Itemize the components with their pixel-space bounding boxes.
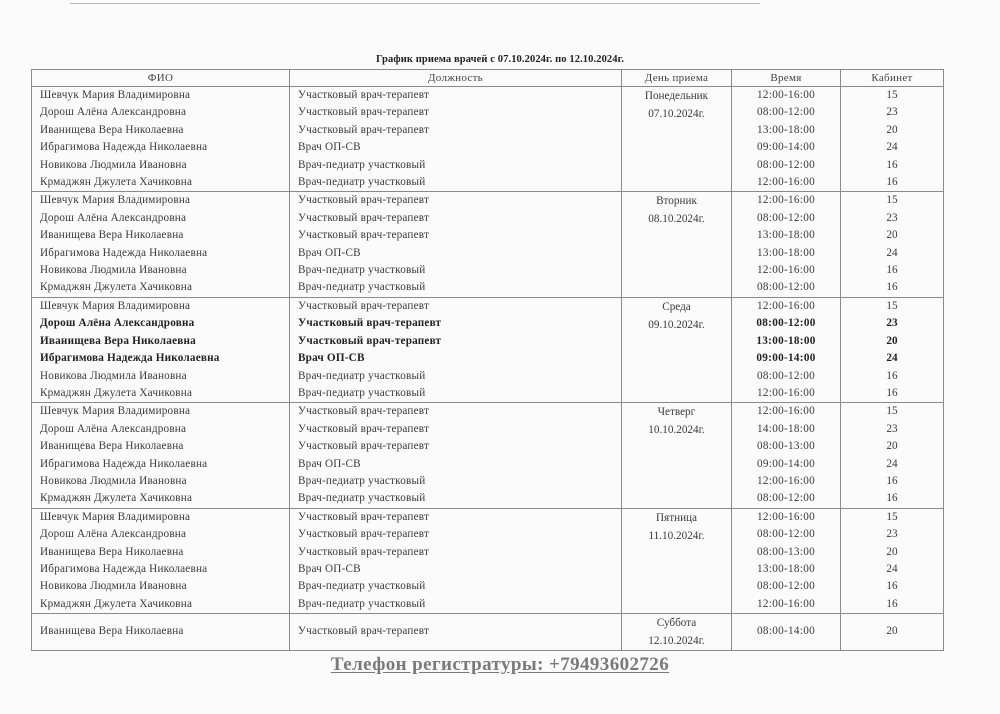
cell-room: 16 <box>841 262 944 279</box>
cell-position: Врач ОП-СВ <box>290 561 622 578</box>
cell-time: 08:00-12:00 <box>732 157 841 174</box>
cell-room: 20 <box>841 122 944 139</box>
header-position: Должность <box>290 70 622 87</box>
table-row <box>32 279 944 297</box>
cell-room: 20 <box>841 227 944 244</box>
table-row <box>32 157 944 174</box>
header-row <box>32 70 944 87</box>
table-row <box>32 315 944 332</box>
cell-time: 12:00-16:00 <box>732 403 841 421</box>
cell-doctor-name: Иванищева Вера Николаевна <box>32 544 290 561</box>
cell-doctor-name: Дорош Алёна Александровна <box>32 104 290 121</box>
cell-position: Участковый врач-терапевт <box>290 508 622 526</box>
cell-time: 13:00-18:00 <box>732 561 841 578</box>
cell-position: Участковый врач-терапевт <box>290 421 622 438</box>
cell-position: Врач-педиатр участковый <box>290 262 622 279</box>
table-row <box>32 614 944 651</box>
cell-doctor-name: Шевчук Мария Владимировна <box>32 87 290 105</box>
cell-time: 12:00-16:00 <box>732 596 841 614</box>
cell-doctor-name: Крмаджян Джулета Хачиковна <box>32 596 290 614</box>
header-time: Время <box>732 70 841 87</box>
cell-position: Участковый врач-терапевт <box>290 122 622 139</box>
cell-position: Участковый врач-терапевт <box>290 403 622 421</box>
cell-room: 15 <box>841 192 944 210</box>
cell-room: 24 <box>841 139 944 156</box>
day-date: 08.10.2024г. <box>648 213 705 226</box>
cell-room: 20 <box>841 438 944 455</box>
cell-position: Участковый врач-терапевт <box>290 333 622 350</box>
cell-room: 20 <box>841 544 944 561</box>
scan-top-rule <box>70 3 760 4</box>
cell-position: Врач ОП-СВ <box>290 350 622 367</box>
cell-time: 08:00-13:00 <box>732 544 841 561</box>
cell-time: 12:00-16:00 <box>732 297 841 315</box>
cell-doctor-name: Иванищева Вера Николаевна <box>32 122 290 139</box>
registry-phone: Телефон регистратуры: +79493602726 <box>330 654 670 675</box>
cell-time: 13:00-18:00 <box>732 122 841 139</box>
cell-time: 13:00-18:00 <box>732 245 841 262</box>
cell-time: 08:00-12:00 <box>732 490 841 508</box>
cell-room: 20 <box>841 614 944 651</box>
table-row <box>32 578 944 595</box>
table-row <box>32 210 944 227</box>
day-date: 09.10.2024г. <box>648 318 705 331</box>
header-room: Кабинет <box>841 70 944 87</box>
day-name: Среда <box>662 300 691 313</box>
header-day: День приема <box>622 70 732 87</box>
table-row <box>32 368 944 385</box>
cell-position: Врач-педиатр участковый <box>290 578 622 595</box>
cell-doctor-name: Ибрагимова Надежда Николаевна <box>32 245 290 262</box>
cell-position: Врач-педиатр участковый <box>290 174 622 192</box>
cell-room: 15 <box>841 297 944 315</box>
cell-room: 15 <box>841 87 944 105</box>
cell-time: 09:00-14:00 <box>732 139 841 156</box>
cell-room: 24 <box>841 350 944 367</box>
cell-time: 14:00-18:00 <box>732 421 841 438</box>
cell-room: 16 <box>841 596 944 614</box>
day-date: 11.10.2024г. <box>648 529 705 542</box>
table-row <box>32 104 944 121</box>
table-row <box>32 508 944 526</box>
cell-room: 24 <box>841 456 944 473</box>
cell-room: 24 <box>841 561 944 578</box>
cell-room: 16 <box>841 174 944 192</box>
cell-doctor-name: Ибрагимова Надежда Николаевна <box>32 350 290 367</box>
cell-doctor-name: Дорош Алёна Александровна <box>32 210 290 227</box>
cell-time: 12:00-16:00 <box>732 473 841 490</box>
cell-doctor-name: Дорош Алёна Александровна <box>32 315 290 332</box>
cell-position: Участковый врач-терапевт <box>290 544 622 561</box>
table-row <box>32 561 944 578</box>
cell-room: 15 <box>841 403 944 421</box>
cell-doctor-name: Иванищева Вера Николаевна <box>32 333 290 350</box>
cell-reception-day <box>622 87 732 192</box>
cell-room: 16 <box>841 279 944 297</box>
table-row <box>32 227 944 244</box>
table-row <box>32 297 944 315</box>
cell-position: Врач-педиатр участковый <box>290 279 622 297</box>
table-row <box>32 385 944 403</box>
cell-time: 12:00-16:00 <box>732 87 841 105</box>
cell-time: 08:00-12:00 <box>732 315 841 332</box>
table-row <box>32 403 944 421</box>
cell-position: Участковый врач-терапевт <box>290 104 622 121</box>
cell-doctor-name: Крмаджян Джулета Хачиковна <box>32 385 290 403</box>
cell-position: Врач-педиатр участковый <box>290 490 622 508</box>
cell-position: Врач-педиатр участковый <box>290 385 622 403</box>
cell-doctor-name: Крмаджян Джулета Хачиковна <box>32 174 290 192</box>
cell-doctor-name: Ибрагимова Надежда Николаевна <box>32 456 290 473</box>
day-name: Суббота <box>656 617 697 630</box>
schedule-body <box>32 87 944 651</box>
cell-time: 08:00-12:00 <box>732 578 841 595</box>
day-name: Четверг <box>657 406 696 419</box>
cell-reception-day <box>622 614 732 651</box>
cell-room: 16 <box>841 473 944 490</box>
cell-room: 24 <box>841 245 944 262</box>
table-row <box>32 350 944 367</box>
cell-doctor-name: Ибрагимова Надежда Николаевна <box>32 561 290 578</box>
table-row <box>32 526 944 543</box>
table-row <box>32 245 944 262</box>
table-row <box>32 87 944 105</box>
doctor-schedule-table <box>31 69 944 651</box>
table-row <box>32 421 944 438</box>
cell-doctor-name: Крмаджян Джулета Хачиковна <box>32 490 290 508</box>
cell-room: 23 <box>841 315 944 332</box>
cell-position: Участковый врач-терапевт <box>290 315 622 332</box>
cell-position: Участковый врач-терапевт <box>290 87 622 105</box>
cell-position: Участковый врач-терапевт <box>290 297 622 315</box>
cell-room: 16 <box>841 385 944 403</box>
cell-room: 16 <box>841 578 944 595</box>
cell-time: 09:00-14:00 <box>732 456 841 473</box>
day-name: Пятница <box>655 511 698 524</box>
cell-time: 12:00-16:00 <box>732 262 841 279</box>
cell-position: Врач-педиатр участковый <box>290 368 622 385</box>
cell-doctor-name: Новикова Людмила Ивановна <box>32 473 290 490</box>
day-date: 07.10.2024г. <box>648 108 705 120</box>
cell-position: Участковый врач-терапевт <box>290 438 622 455</box>
table-row <box>32 473 944 490</box>
cell-time: 08:00-12:00 <box>732 526 841 543</box>
table-row <box>32 544 944 561</box>
cell-reception-day <box>622 297 732 402</box>
cell-room: 23 <box>841 104 944 121</box>
document-title: График приема врачей с 07.10.2024г. по 12.10.2024г. <box>375 54 625 65</box>
cell-position: Врач-педиатр участковый <box>290 596 622 614</box>
cell-time: 12:00-16:00 <box>732 508 841 526</box>
table-row <box>32 192 944 210</box>
cell-time: 12:00-16:00 <box>732 192 841 210</box>
cell-room: 23 <box>841 526 944 543</box>
table-row <box>32 139 944 156</box>
cell-time: 08:00-12:00 <box>732 104 841 121</box>
table-row <box>32 262 944 279</box>
day-date: 10.10.2024г. <box>648 424 705 437</box>
cell-time: 12:00-16:00 <box>732 385 841 403</box>
day-name: Вторник <box>656 195 697 208</box>
cell-position: Участковый врач-терапевт <box>290 192 622 210</box>
cell-position: Врач-педиатр участковый <box>290 157 622 174</box>
cell-doctor-name: Новикова Людмила Ивановна <box>32 262 290 279</box>
cell-doctor-name: Дорош Алёна Александровна <box>32 421 290 438</box>
cell-doctor-name: Новикова Людмила Ивановна <box>32 157 290 174</box>
table-row <box>32 122 944 139</box>
cell-position: Участковый врач-терапевт <box>290 614 622 651</box>
cell-reception-day <box>622 192 732 297</box>
cell-doctor-name: Шевчук Мария Владимировна <box>32 297 290 315</box>
day-date: 12.10.2024г. <box>648 635 705 648</box>
cell-position: Врач ОП-СВ <box>290 245 622 262</box>
table-row <box>32 333 944 350</box>
cell-reception-day <box>622 508 732 613</box>
cell-doctor-name: Новикова Людмила Ивановна <box>32 368 290 385</box>
cell-doctor-name: Иванищева Вера Николаевна <box>32 614 290 651</box>
table-row <box>32 174 944 192</box>
cell-time: 08:00-13:00 <box>732 438 841 455</box>
table-row <box>32 490 944 508</box>
cell-position: Участковый врач-терапевт <box>290 526 622 543</box>
cell-doctor-name: Шевчук Мария Владимировна <box>32 403 290 421</box>
cell-room: 16 <box>841 368 944 385</box>
cell-doctor-name: Иванищева Вера Николаевна <box>32 438 290 455</box>
cell-room: 15 <box>841 508 944 526</box>
cell-room: 16 <box>841 490 944 508</box>
cell-time: 08:00-12:00 <box>732 210 841 227</box>
cell-doctor-name: Шевчук Мария Владимировна <box>32 508 290 526</box>
cell-time: 13:00-18:00 <box>732 227 841 244</box>
cell-time: 08:00-14:00 <box>732 614 841 651</box>
cell-doctor-name: Шевчук Мария Владимировна <box>32 192 290 210</box>
cell-time: 08:00-12:00 <box>732 279 841 297</box>
cell-doctor-name: Ибрагимова Надежда Николаевна <box>32 139 290 156</box>
cell-room: 23 <box>841 210 944 227</box>
cell-doctor-name: Дорош Алёна Александровна <box>32 526 290 543</box>
table-row <box>32 456 944 473</box>
cell-reception-day <box>622 403 732 508</box>
cell-time: 08:00-12:00 <box>732 368 841 385</box>
cell-time: 12:00-16:00 <box>732 174 841 192</box>
cell-position: Участковый врач-терапевт <box>290 210 622 227</box>
cell-position: Врач ОП-СВ <box>290 139 622 156</box>
day-name: Понедельник <box>644 90 709 102</box>
table-row <box>32 438 944 455</box>
cell-position: Врач-педиатр участковый <box>290 473 622 490</box>
cell-doctor-name: Иванищева Вера Николаевна <box>32 227 290 244</box>
cell-room: 16 <box>841 157 944 174</box>
cell-position: Участковый врач-терапевт <box>290 227 622 244</box>
cell-room: 23 <box>841 421 944 438</box>
cell-doctor-name: Новикова Людмила Ивановна <box>32 578 290 595</box>
cell-room: 20 <box>841 333 944 350</box>
table-row <box>32 596 944 614</box>
cell-time: 13:00-18:00 <box>732 333 841 350</box>
cell-time: 09:00-14:00 <box>732 350 841 367</box>
header-name: ФИО <box>32 70 290 87</box>
cell-doctor-name: Крмаджян Джулета Хачиковна <box>32 279 290 297</box>
cell-position: Врач ОП-СВ <box>290 456 622 473</box>
